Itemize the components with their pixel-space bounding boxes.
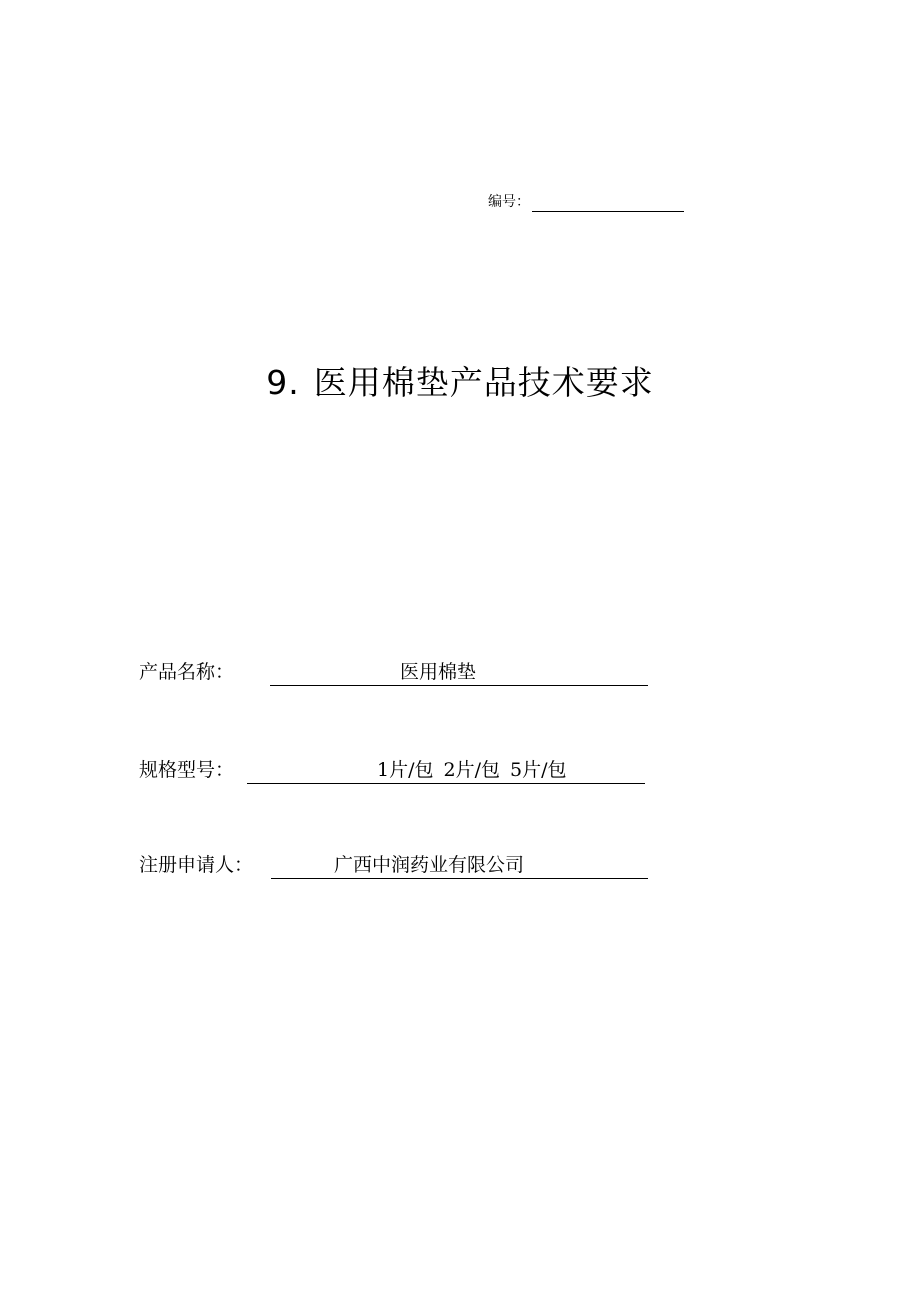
spec-model-label: 规格型号：	[139, 759, 235, 781]
applicant-line	[271, 852, 648, 879]
spec-model-line	[247, 757, 645, 784]
title-text: 医用棉垫产品技术要求	[313, 363, 654, 402]
document-number-label: 编号：	[488, 194, 530, 210]
applicant-value: 广西中润药业有限公司	[334, 854, 525, 876]
spec-model-field	[139, 756, 645, 784]
product-name-field	[139, 658, 648, 686]
document-number-blank	[532, 195, 684, 212]
spec-model-value: 1片/包 2片/包 5片/包	[377, 759, 567, 781]
product-name-label: 产品名称：	[139, 661, 235, 683]
document-title	[0, 360, 920, 406]
product-name-value: 医用棉垫	[400, 661, 477, 683]
product-name-line	[270, 659, 648, 686]
applicant-field	[139, 851, 648, 879]
applicant-label: 注册申请人：	[139, 854, 254, 876]
title-number: 9.	[266, 363, 300, 402]
document-number	[488, 192, 684, 212]
